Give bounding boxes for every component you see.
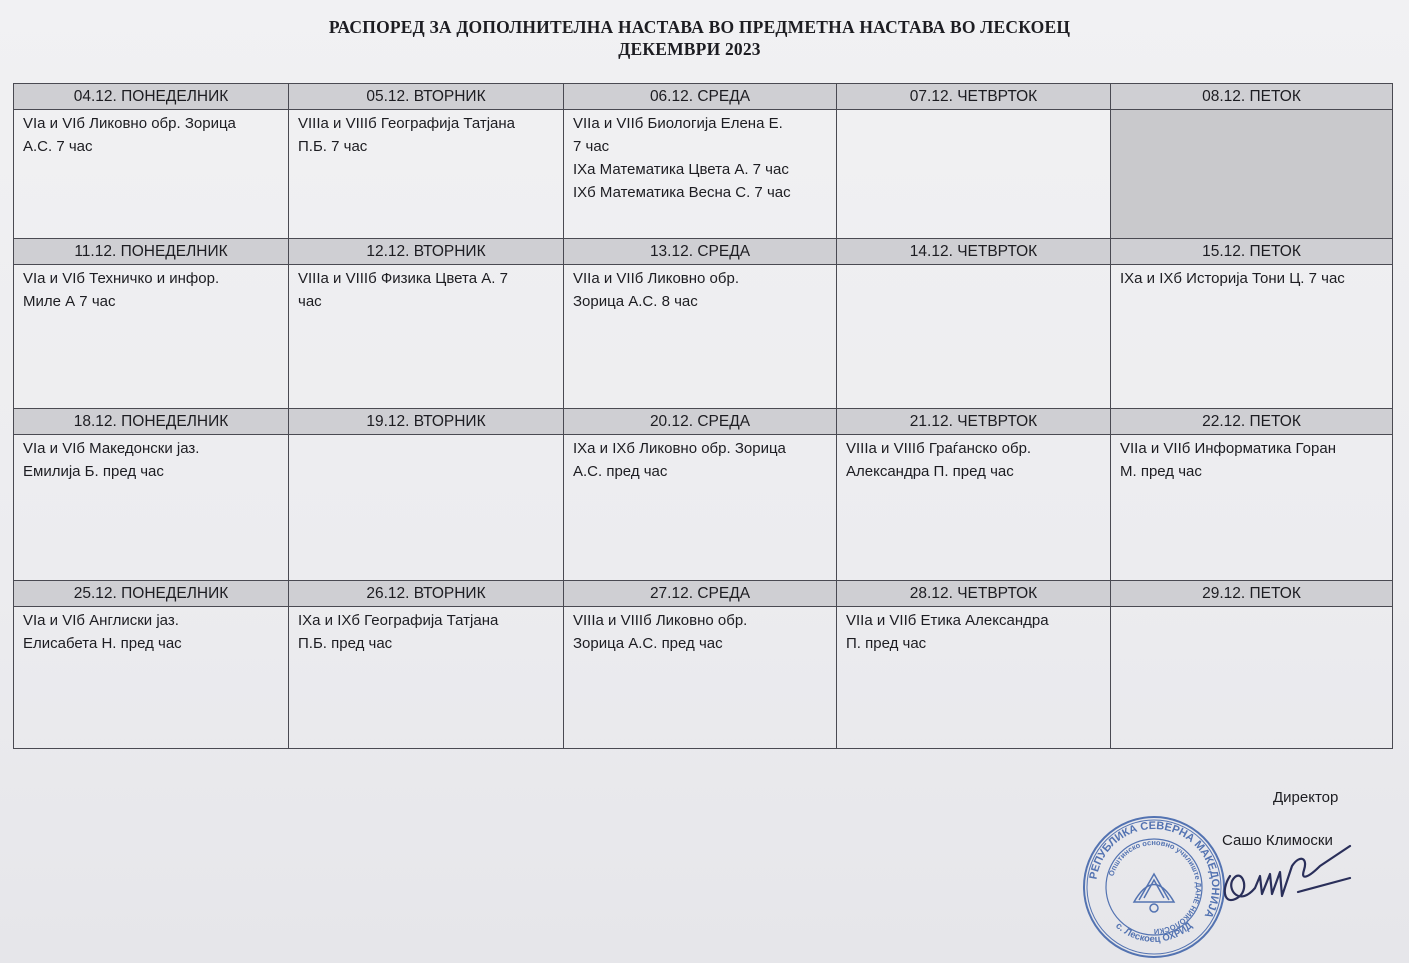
class-entry-line: 7 час <box>573 138 610 155</box>
stamp-emblem-icon <box>1134 874 1174 912</box>
day-header: 21.12. ЧЕТВРТОК <box>837 409 1111 435</box>
day-cell <box>289 435 564 581</box>
class-entry-line: VIIIa и VIIIб Географија Татјана <box>298 115 516 132</box>
class-entry-line: VIa и VIб Македонски јаз. <box>23 440 200 457</box>
day-header: 05.12. ВТОРНИК <box>289 84 564 110</box>
class-entry-line: Зорица А.С. 8 час <box>573 293 698 310</box>
class-entry-line: час <box>298 293 322 310</box>
day-header: 12.12. ВТОРНИК <box>289 239 564 265</box>
class-entry-line: Зорица А.С. пред час <box>573 635 723 652</box>
class-entry-line: VIIa и VIIб Ликовно обр. <box>573 270 739 287</box>
day-header: 27.12. СРЕДА <box>564 581 837 607</box>
week-body-row <box>14 265 1393 409</box>
class-entry-line: IXб Математика Весна С. 7 час <box>573 184 791 201</box>
day-header: 29.12. ПЕТОК <box>1111 581 1393 607</box>
class-entry-line: IXa и IXб Географија Татјана <box>298 612 499 629</box>
class-entry-line: VIIa и VIIб Биологија Елена Е. <box>573 115 783 132</box>
class-entry-line: М. пред час <box>1120 463 1202 480</box>
class-entry-line: VIIIa и VIIIб Граѓанско обр. <box>846 440 1032 457</box>
day-cell <box>14 435 289 581</box>
day-cell <box>564 110 837 239</box>
day-header: 25.12. ПОНЕДЕЛНИК <box>14 581 289 607</box>
day-header: 06.12. СРЕДА <box>564 84 837 110</box>
class-entry-line: П.Б. 7 час <box>298 138 368 155</box>
document-title <box>0 16 1409 60</box>
day-header: 15.12. ПЕТОК <box>1111 239 1393 265</box>
week-header-row <box>14 409 1393 435</box>
class-entry-line: VIa и VIб Англиски јаз. <box>23 612 179 629</box>
day-cell <box>289 110 564 239</box>
day-cell <box>837 265 1111 409</box>
day-header: 11.12. ПОНЕДЕЛНИК <box>14 239 289 265</box>
day-header: 13.12. СРЕДА <box>564 239 837 265</box>
day-cell <box>289 607 564 749</box>
day-header: 14.12. ЧЕТВРТОК <box>837 239 1111 265</box>
day-cell <box>837 435 1111 581</box>
director-label: Директор <box>1273 789 1339 806</box>
class-entry-line: П. пред час <box>846 635 927 652</box>
day-cell <box>564 435 837 581</box>
day-cell <box>1111 435 1393 581</box>
week-body-row <box>14 110 1393 239</box>
day-header: 07.12. ЧЕТВРТОК <box>837 84 1111 110</box>
class-entry-line: VIIIa и VIIIб Физика Цвета А. 7 <box>298 270 508 287</box>
class-entry-line: VIIIa и VIIIб Ликовно обр. <box>573 612 748 629</box>
day-header: 22.12. ПЕТОК <box>1111 409 1393 435</box>
day-header: 04.12. ПОНЕДЕЛНИК <box>14 84 289 110</box>
stamp-bottom-text: с. Лескоец ОХРИД <box>1113 920 1195 945</box>
day-cell <box>14 607 289 749</box>
title-line-2: ДЕКЕМВРИ 2023 <box>618 39 761 59</box>
day-cell <box>1111 607 1393 749</box>
day-cell <box>1111 265 1393 409</box>
school-stamp <box>1079 812 1229 962</box>
day-cell <box>14 110 289 239</box>
day-header: 18.12. ПОНЕДЕЛНИК <box>14 409 289 435</box>
class-entry-line: IXa и IXб Историја Тони Ц. 7 час <box>1120 270 1345 287</box>
class-entry-line: А.С. 7 час <box>23 138 93 155</box>
class-entry-line: Миле А 7 час <box>23 293 116 310</box>
stamp-outer-text: РЕПУБЛИКА СЕВЕРНА МАКЕДОНИЈА <box>1087 819 1222 920</box>
day-cell <box>289 265 564 409</box>
class-entry-line: Емилија Б. пред час <box>23 463 164 480</box>
class-entry-line: VIa и VIб Ликовно обр. Зорица <box>23 115 236 132</box>
week-header-row <box>14 581 1393 607</box>
stamp-inner-text: Општинско основно училиште ДАНЕ НИКОЛОСКИ <box>1106 837 1204 937</box>
schedule-table <box>13 83 1393 749</box>
class-entry-line: Елисабета Н. пред час <box>23 635 182 652</box>
day-header: 26.12. ВТОРНИК <box>289 581 564 607</box>
class-entry-line: VIIa и VIIб Етика Александра <box>846 612 1049 629</box>
week-body-row <box>14 435 1393 581</box>
day-header: 08.12. ПЕТОК <box>1111 84 1393 110</box>
class-entry-line: VIa и VIб Техничко и инфор. <box>23 270 220 287</box>
director-signature <box>1210 836 1360 916</box>
director-name: Сашо Климоски <box>1222 832 1333 849</box>
day-header: 20.12. СРЕДА <box>564 409 837 435</box>
day-cell <box>14 265 289 409</box>
title-line-1: РАСПОРЕД ЗА ДОПОЛНИТЕЛНА НАСТАВА ВО ПРЕДМЕТНА НАСТАВА ВО ЛЕСКОЕЦ <box>328 17 1071 37</box>
day-cell <box>837 607 1111 749</box>
day-cell <box>564 265 837 409</box>
class-entry-line: Александра П. пред час <box>846 463 1014 480</box>
class-entry-line: IXa Математика Цвета А. 7 час <box>573 161 789 178</box>
class-entry-line: А.С. пред час <box>573 463 668 480</box>
day-header: 28.12. ЧЕТВРТОК <box>837 581 1111 607</box>
week-body-row <box>14 607 1393 749</box>
class-entry-line: VIIa и VIIб Информатика Горан <box>1120 440 1336 457</box>
class-entry-line: П.Б. пред час <box>298 635 393 652</box>
week-header-row <box>14 84 1393 110</box>
day-cell <box>564 607 837 749</box>
day-cell <box>837 110 1111 239</box>
class-entry-line: IXa и IXб Ликовно обр. Зорица <box>573 440 786 457</box>
day-cell <box>1111 110 1393 239</box>
day-header: 19.12. ВТОРНИК <box>289 409 564 435</box>
week-header-row <box>14 239 1393 265</box>
